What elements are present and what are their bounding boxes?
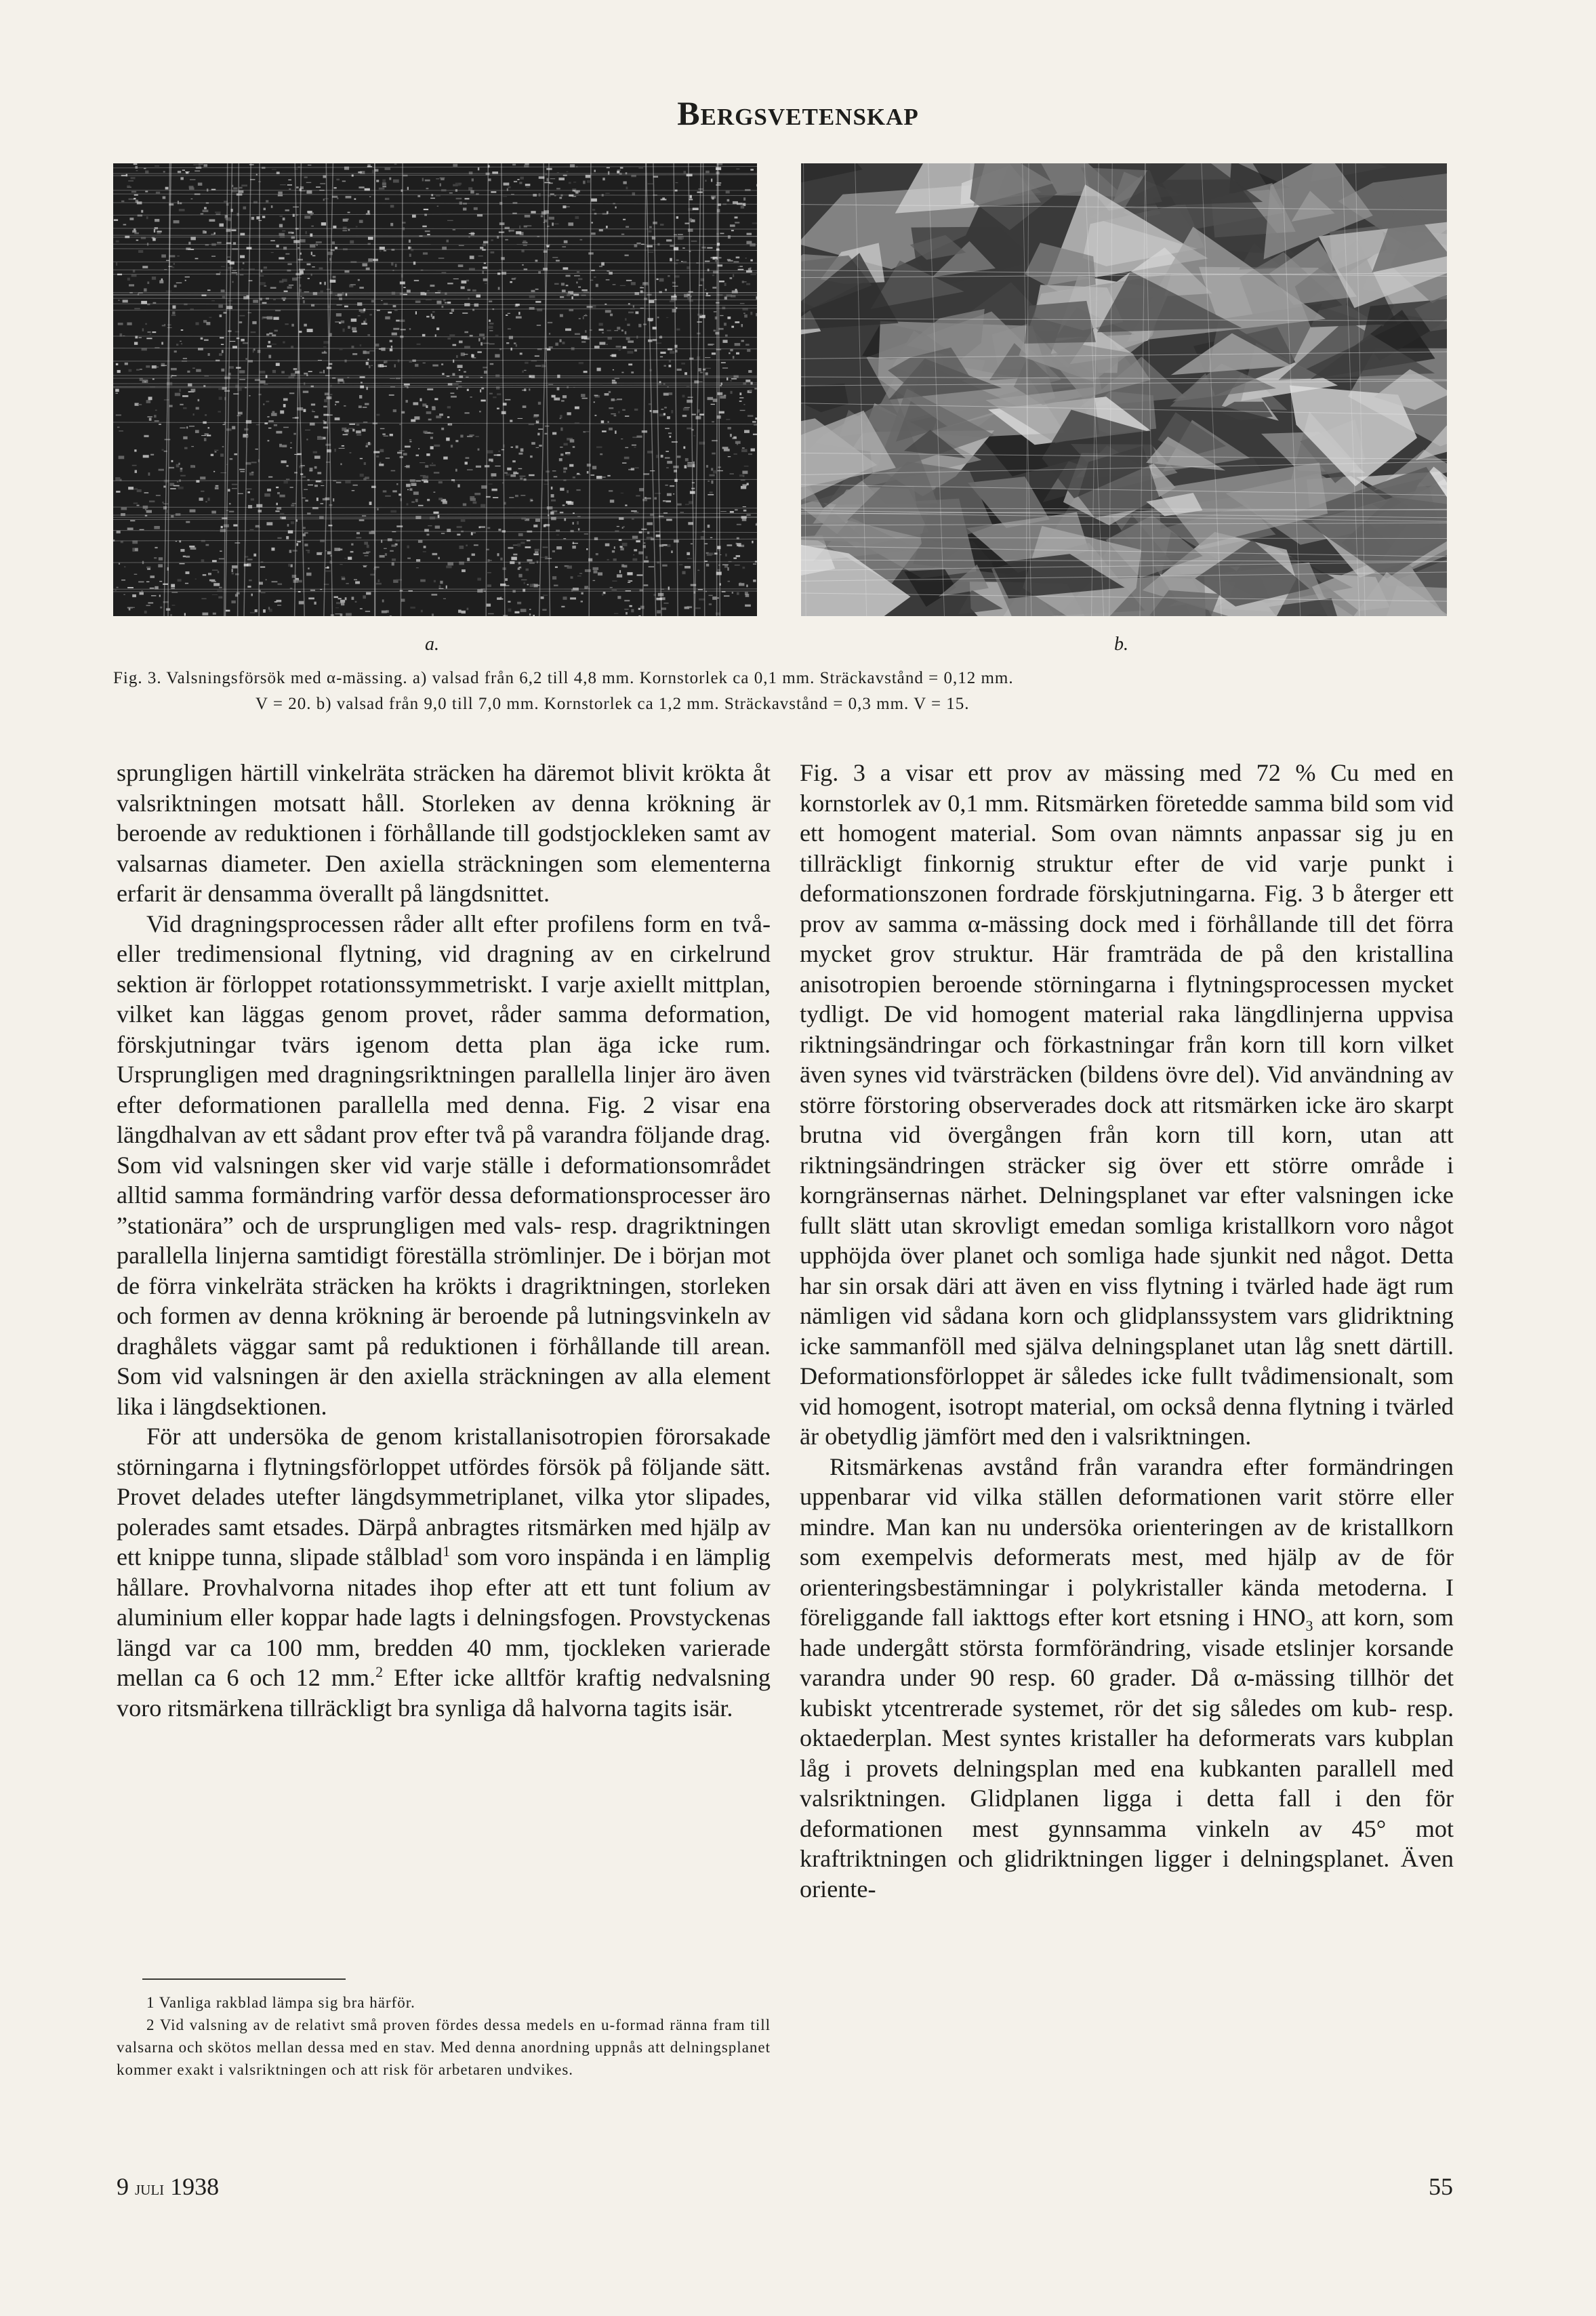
left-paragraph-3-part-b: som voro inspända i en lämplig hållare. Provhalvorna nitades ihop efter att ett tunt folium av aluminium eller koppar hade lagts i delningsfogen. Provstyckenas längd var ca 100 mm, bredden 40 mm, tjockleken varierade mellan ca 6 och 12 mm. (117, 1543, 771, 1691)
issue-date (117, 2172, 219, 2201)
caption-line-1: Fig. 3. Valsningsförsök med α-mässing. a) valsad från 6,2 till 4,8 mm. Kornstorlek ca 0,1 mm. Sträckavstånd = 0,12 mm. (113, 669, 1014, 687)
left-paragraph-3 (117, 1421, 771, 1723)
left-paragraph-1: sprungligen härtill vinkelräta sträcken ha däremot blivit krökta åt valsriktningen motsatt håll. Storleken av denna krökning är beroende av reduktionen i förhållande till godstjockleken samt av valsarnas diameter. Den axiella sträckningen som elementerna erfarit är densamma överallt på längdsnittet. (117, 759, 771, 907)
issue-date-month: juli (135, 2177, 165, 2199)
caption-line-2: V = 20. b) valsad från 9,0 till 7,0 mm. Kornstorlek ca 1,2 mm. Sträckavstånd = 0,3 mm. V = 15. (255, 695, 970, 713)
footnotes (117, 1991, 771, 2081)
issue-date-day: 9 (117, 2173, 129, 2200)
footnote-rule (142, 1978, 346, 1980)
left-paragraph-3-part-a: För att undersöka de genom kristallanisotropien förorsakade störningarna i flytningsförloppet utfördes försök på följande sätt. Provet delades utefter längdsymmetriplanet, vilka ytor slipades, polerades samt etsades. Därpå anbragtes ritsmärken med hjälp av ett knippe tunna, slipade stålblad (117, 1423, 771, 1570)
micrograph-b-image (801, 163, 1447, 616)
footnote-ref-2: 2 (375, 1663, 384, 1680)
right-column (800, 758, 1454, 1904)
right-paragraph-2-part-a: Ritsmärkenas avstånd från varandra efter formändringen uppenbarar vid vilka ställen deformationen varit större eller mindre. Man kan nu undersöka orienteringen av de kristallkorn som exempelvis deformerats mest, med hjälp av de för orienteringsbestämningar i polykristaller kända metoderna. I föreliggande fall iakttogs efter kort etsning i HNO (800, 1452, 1454, 1631)
panel-label-b: b. (1114, 634, 1128, 655)
subscript-3: 3 (1305, 1617, 1313, 1635)
left-column (117, 758, 771, 1723)
micrograph-b (801, 163, 1447, 616)
footnote-2: 2 Vid valsning av de relativt små proven fördes dessa medels en u-formad ränna fram till valsarna och skötos mellan dessa med en stav. Med denna anordning uppnås att delningsplanet kommer exakt i valsriktningen och att risk för arbetaren undvikes. (117, 2016, 771, 2078)
right-paragraph-2-part-b: att korn, som hade undergått största formförändring, visade etslinjer korsande varandra under 90 resp. 60 grader. Då α-mässing tillhör det kubiskt ytcentrerade systemet, rör det sig således om kub- resp. oktaederplan. Mest syntes kristaller ha deformerats vars kubplan låg i provets delningsplan med ena kubkanten parallell med valsriktningen. Glidplanen ligga i detta fall i den för deformationen mest gynnsamma vinkeln av 45° mot kraftriktningen och glidriktningen ligger i delningsplanet. Även oriente- (800, 1604, 1454, 1903)
panel-label-a: a. (425, 634, 439, 655)
running-header: Bergsvetenskap (677, 94, 919, 132)
page-number: 55 (1429, 2173, 1453, 2200)
micrograph-a (113, 163, 757, 616)
right-paragraph-2 (800, 1452, 1454, 1905)
footnote-1: 1 Vanliga rakblad lämpa sig bra härför. (146, 1994, 415, 2011)
issue-date-year: 1938 (170, 2173, 220, 2200)
figure-caption (113, 666, 1448, 717)
left-paragraph-2: Vid dragningsprocessen råder allt efter profilens form en två- eller tredimensional flytning, vid dragning av en cirkelrund sektion är förloppet rotationssymmetriskt. I varje axiellt mittplan, vilket kan läggas genom provet, råder samma deformation, förskjutningar tvärs igenom detta plan äga icke rum. Ursprungligen med dragningsriktningen parallella linjer äro även efter deformationen parallella med denna. Fig. 2 visar ena längdhalvan av ett sådant prov efter två på varandra följande drag. Som vid valsningen sker vid varje ställe i deformationsområdet alltid samma formändring varför dessa deformationsprocesser äro ”stationära” och de ursprungligen med vals- resp. dragriktningen parallella linjerna samtidigt föreställa strömlinjer. De i början mot de förra vinkelräta sträcken ha krökts i dragriktningen, storleken och formen av denna krökning är beroende på lutningsvinkeln av draghålets väggar samt på reduktionen i förhållande till arean. Som vid valsningen är den axiella sträckningen av alla element lika i längdsektionen. (117, 910, 771, 1420)
micrograph-a-image (113, 163, 757, 616)
right-paragraph-1: Fig. 3 a visar ett prov av mässing med 72 % Cu med en kornstorlek av 0,1 mm. Ritsmärken företeddе samma bild som vid ett homogent material. Som ovan nämnts anpassar sig ju en tillräckligt finkornig struktur efter de vid varje punkt i deformationszonen fordrade förskjutningarna. Fig. 3 b återger ett prov av samma α-mässing dock med i förhållande till det förra mycket grov struktur. Här framträda de på den kristallina anisotropien beroende störningarna i flytningsprocessen mycket tydligt. De vid homogent material raka längdlinjerna uppvisa riktningsändringar och förkastningar från korn till korn vilket även synes vid tvärsträcken (bildens övre del). Vid användning av större förstoring observerades dock att ritsmärken icke äro skarpt brutna vid övergången från korn till korn, utan att riktningsändringen sträcker sig över ett större område i korngränsernas närhet. Delningsplanet var efter valsningen icke fullt slätt utan skrovligt emedan somliga kristallkorn voro något upphöjda över planet och somliga hade sjunkit ned något. Detta har sin orsak däri att även en viss flytning i tvärled hade ägt rum nämligen vid sådana korn och glidplanssystem vars glidriktning icke sammanföll med själva delningsplanet utan låg snett därtill. Deformationsförloppet är således icke fullt tvådimensionalt, som vid homogent, isotropt material, om också denna flytning i tvärled är obetydlig jämfört med den i valsriktningen. (800, 759, 1454, 1450)
left-paragraph-3-part-c: Efter icke alltför kraftig nedvalsning voro ritsmärkena tillräckligt bra synliga då halvorna tagits isär. (117, 1664, 771, 1722)
footnote-ref-1: 1 (443, 1542, 451, 1560)
